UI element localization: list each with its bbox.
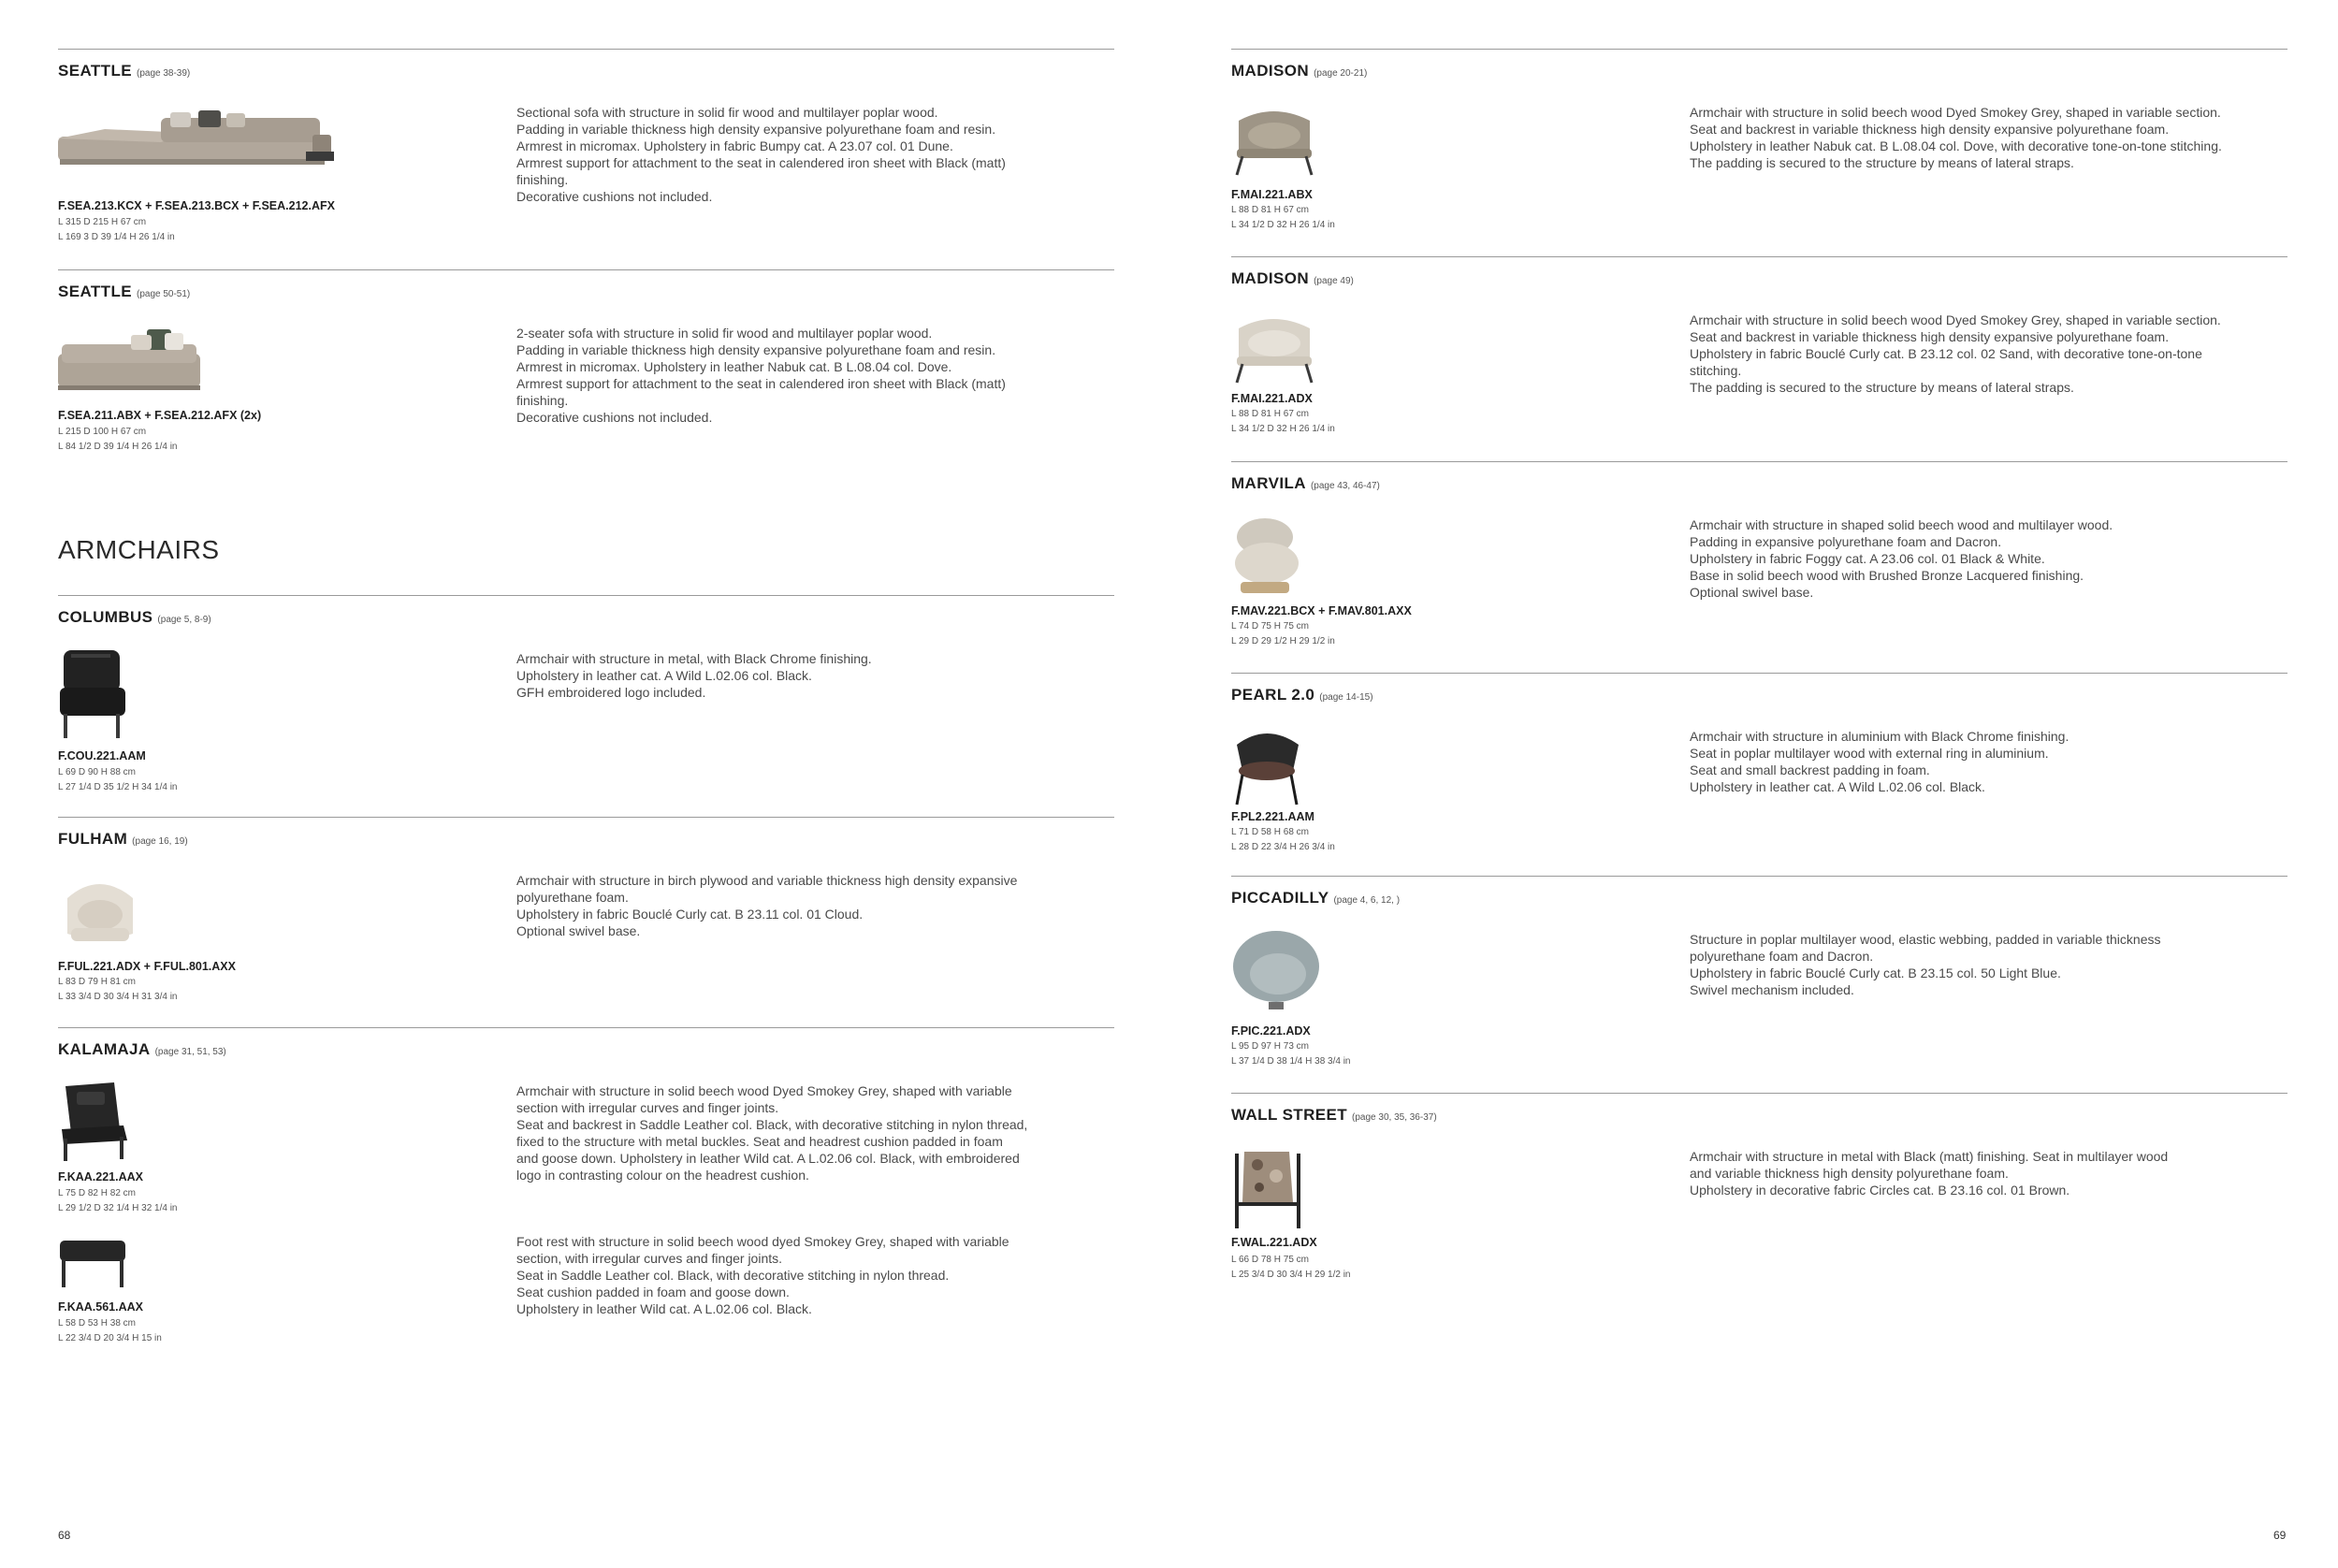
sectional-sofa-image xyxy=(58,101,339,178)
page-reference: (page 38-39) xyxy=(137,68,191,79)
light-blue-swivel-chair-image xyxy=(1231,929,1325,1013)
dimensions-in: L 37 1/4 D 38 1/4 H 38 3/4 in xyxy=(1231,1056,1351,1067)
dimensions-in: L 28 D 22 3/4 H 26 3/4 in xyxy=(1231,842,1335,852)
page-reference: (page 20-21) xyxy=(1314,68,1368,79)
product-name: KALAMAJA xyxy=(58,1040,151,1058)
dimensions-in: L 27 1/4 D 35 1/2 H 34 1/4 in xyxy=(58,782,178,792)
product-entry xyxy=(1231,876,2287,1073)
page-reference: (page 43, 46-47) xyxy=(1310,481,1380,491)
product-code: F.MAV.221.BCX + F.MAV.801.AXX xyxy=(1231,604,1412,617)
product-entry xyxy=(58,269,1114,476)
black-footrest-image xyxy=(58,1237,133,1293)
product-name: WALL STREET xyxy=(1231,1106,1348,1124)
dimensions-cm: L 75 D 82 H 82 cm xyxy=(58,1188,137,1198)
dimensions-in: L 34 1/2 D 32 H 26 1/4 in xyxy=(1231,220,1335,230)
page-reference: (page 14-15) xyxy=(1319,692,1373,703)
product-description: Armchair with structure in shaped solid beech wood and multilayer wood. Padding in expansive polyurethane foam and Dacron. Upholstery in fabric Foggy cat. A 23.06 col. 01 Black & White. Base in solid beech wood with Brushed Bronze Lacquered finishing. Optional swivel base. xyxy=(1690,517,2113,600)
dimensions-cm: L 66 D 78 H 75 cm xyxy=(1231,1255,1310,1265)
dimensions-in: L 33 3/4 D 30 3/4 H 31 3/4 in xyxy=(58,992,178,1002)
page-number: 69 xyxy=(2273,1529,2287,1542)
right-page xyxy=(1169,0,2338,1568)
dimensions-cm: L 58 D 53 H 38 cm xyxy=(58,1318,137,1328)
product-entry xyxy=(1231,1093,2287,1299)
dimensions-in: L 34 1/2 D 32 H 26 1/4 in xyxy=(1231,424,1335,434)
product-code: F.SEA.213.KCX + F.SEA.213.BCX + F.SEA.212.AFX xyxy=(58,199,335,212)
product-entry xyxy=(58,595,1114,802)
dimensions-cm: L 315 D 215 H 67 cm xyxy=(58,217,147,227)
dimensions-cm: L 95 D 97 H 73 cm xyxy=(1231,1041,1310,1052)
product-code: F.SEA.211.ABX + F.SEA.212.AFX (2x) xyxy=(58,409,262,422)
dove-leather-armchair-image xyxy=(1231,102,1315,177)
dimensions-in: L 29 1/2 D 32 1/4 H 32 1/4 in xyxy=(58,1203,178,1213)
section-title: ARMCHAIRS xyxy=(58,535,220,564)
product-name: MARVILA xyxy=(1231,474,1306,492)
page-reference: (page 31, 51, 53) xyxy=(154,1047,226,1057)
two-seater-sofa-image xyxy=(58,322,208,399)
product-code: F.PIC.221.ADX xyxy=(1231,1024,1311,1038)
dimensions-in: L 22 3/4 D 20 3/4 H 15 in xyxy=(58,1333,162,1343)
product-entry xyxy=(1231,461,2287,659)
product-code: F.MAI.221.ABX xyxy=(1231,188,1313,201)
product-name: SEATTLE xyxy=(58,62,132,80)
black-leather-armchair-image xyxy=(58,650,133,744)
cream-boucle-armchair-image xyxy=(58,874,142,949)
product-entry xyxy=(58,817,1114,1014)
dimensions-cm: L 71 D 58 H 68 cm xyxy=(1231,827,1310,837)
product-entry xyxy=(1231,256,2287,444)
product-description: Armchair with structure in solid beech wood Dyed Smokey Grey, shaped in variable section. Seat and backrest in variable thickness high density expansive polyurethane foam. Upholstery in fabric Bouclé Curly cat. B 23.12 col. 02 Sand, with decorative tone-on-tone stitching. The padding is secured to the structure by means of lateral straps. xyxy=(1690,312,2221,395)
product-name: MADISON xyxy=(1231,62,1310,80)
fluffy-armchair-image xyxy=(1231,515,1306,599)
dimensions-cm: L 215 D 100 H 67 cm xyxy=(58,427,147,437)
page-reference: (page 16, 19) xyxy=(132,836,188,847)
product-name: PICCADILLY xyxy=(1231,889,1329,907)
product-description: Armchair with structure in metal with Black (matt) finishing. Seat in multilayer wood and variable thickness high density polyurethane foam. Upholstery in decorative fabric Circles cat. B 23.16 col. 01 Brown. xyxy=(1690,1149,2169,1198)
product-description: Armchair with structure in solid beech wood Dyed Smokey Grey, shaped in variable section. Seat and backrest in variable thickness high density expansive polyurethane foam. Upholstery in leather Nabuk cat. B L.08.04 col. Dove, with decorative tone-on-tone stitching. The padding is secured to the structure by means of lateral straps. xyxy=(1690,105,2222,170)
dimensions-cm: L 69 D 90 H 88 cm xyxy=(58,767,137,777)
page-reference: (page 5, 8-9) xyxy=(157,615,211,625)
product-description: 2-seater sofa with structure in solid fir wood and multilayer poplar wood. Padding in variable thickness high density expansive polyurethane foam and resin. Armrest in micromax. Upholstery in leather Nabuk cat. B L.08.04 col. Dove. Armrest support for attachment to the seat in calendered iron sheet with Black (matt) finishing. Decorative cushions not included. xyxy=(516,326,1006,425)
black-sling-armchair-image xyxy=(58,1082,133,1163)
product-description: Foot rest with structure in solid beech wood dyed Smokey Grey, shaped with variable section, with irregular curves and finger joints. Seat in Saddle Leather col. Black, with decorative stitching in nylon thread. Seat cushion padded in foam and goose down. Upholstery in leather Wild cat. A L.02.06 col. Black. xyxy=(516,1234,1009,1316)
product-entry xyxy=(1231,49,2287,237)
dimensions-cm: L 83 D 79 H 81 cm xyxy=(58,977,137,987)
product-description: Armchair with structure in metal, with Black Chrome finishing. Upholstery in leather cat. A Wild L.02.06 col. Black. GFH embroidered logo included. xyxy=(516,651,872,700)
page-reference: (page 4, 6, 12, ) xyxy=(1333,895,1401,906)
page-reference: (page 49) xyxy=(1314,276,1354,286)
product-entry xyxy=(58,1233,1114,1355)
product-code: F.MAI.221.ADX xyxy=(1231,392,1313,405)
product-description: Structure in poplar multilayer wood, elastic webbing, padded in variable thickness polyurethane foam and Dacron. Upholstery in fabric Bouclé Curly cat. B 23.15 col. 50 Light Blue. Swivel mechanism included. xyxy=(1690,932,2161,997)
page-number: 68 xyxy=(58,1529,71,1542)
product-name: COLUMBUS xyxy=(58,608,153,626)
product-name: FULHAM xyxy=(58,830,128,848)
product-code: F.KAA.221.AAX xyxy=(58,1170,143,1183)
product-name: MADISON xyxy=(1231,269,1310,287)
product-code: F.COU.221.AAM xyxy=(58,749,146,762)
product-entry xyxy=(1231,673,2287,861)
dimensions-in: L 169 3 D 39 1/4 H 26 1/4 in xyxy=(58,232,175,242)
dimensions-cm: L 88 D 81 H 67 cm xyxy=(1231,205,1310,215)
dimensions-in: L 84 1/2 D 39 1/4 H 26 1/4 in xyxy=(58,442,178,452)
product-code: F.WAL.221.ADX xyxy=(1231,1236,1317,1249)
dimensions-cm: L 88 D 81 H 67 cm xyxy=(1231,409,1310,419)
sand-boucle-armchair-image xyxy=(1231,310,1315,385)
page-reference: (page 50-51) xyxy=(137,289,191,299)
product-name: PEARL 2.0 xyxy=(1231,686,1315,704)
product-name: SEATTLE xyxy=(58,283,132,300)
product-code: F.PL2.221.AAM xyxy=(1231,810,1314,823)
dimensions-cm: L 74 D 75 H 75 cm xyxy=(1231,621,1310,632)
product-description: Armchair with structure in birch plywood and variable thickness high density expansive polyurethane foam. Upholstery in fabric Bouclé Curly cat. B 23.11 col. 01 Cloud. Optional swivel base. xyxy=(516,873,1018,938)
product-code: F.KAA.561.AAX xyxy=(58,1300,143,1314)
product-entry xyxy=(58,1027,1114,1213)
product-code: F.FUL.221.ADX + F.FUL.801.AXX xyxy=(58,960,236,973)
dimensions-in: L 29 D 29 1/2 H 29 1/2 in xyxy=(1231,636,1335,646)
page-reference: (page 30, 35, 36-37) xyxy=(1352,1112,1437,1123)
patterned-sling-armchair-image xyxy=(1231,1150,1306,1234)
product-entry xyxy=(58,49,1114,255)
product-description: Armchair with structure in solid beech wood Dyed Smokey Grey, shaped with variable section with irregular curves and finger joints. Seat and backrest in Saddle Leather col. Black, with decorative stitching in nylon thread, fixed to the structure with metal buckles. Seat and headrest cushion padded in foam and goose down. Upholstery in leather Wild cat. A L.02.06 col. Black, with embroidered logo in contrasting colour on the headrest cushion. xyxy=(516,1083,1028,1183)
product-description: Sectional sofa with structure in solid fir wood and multilayer poplar wood. Padding in variable thickness high density expansive polyurethane foam and resin. Armrest in micromax. Upholstery in fabric Bumpy cat. A 23.07 col. 01 Dune. Armrest support for attachment to the seat in calendered iron sheet with Black (matt) finishing. Decorative cushions not included. xyxy=(516,105,1006,204)
product-description: Armchair with structure in aluminium with Black Chrome finishing. Seat in poplar multilayer wood with external ring in aluminium. Seat and small backrest padding in foam. Upholstery in leather cat. A Wild L.02.06 col. Black. xyxy=(1690,729,2069,794)
pearl-armchair-image xyxy=(1231,726,1306,806)
dimensions-in: L 25 3/4 D 30 3/4 H 29 1/2 in xyxy=(1231,1270,1351,1280)
